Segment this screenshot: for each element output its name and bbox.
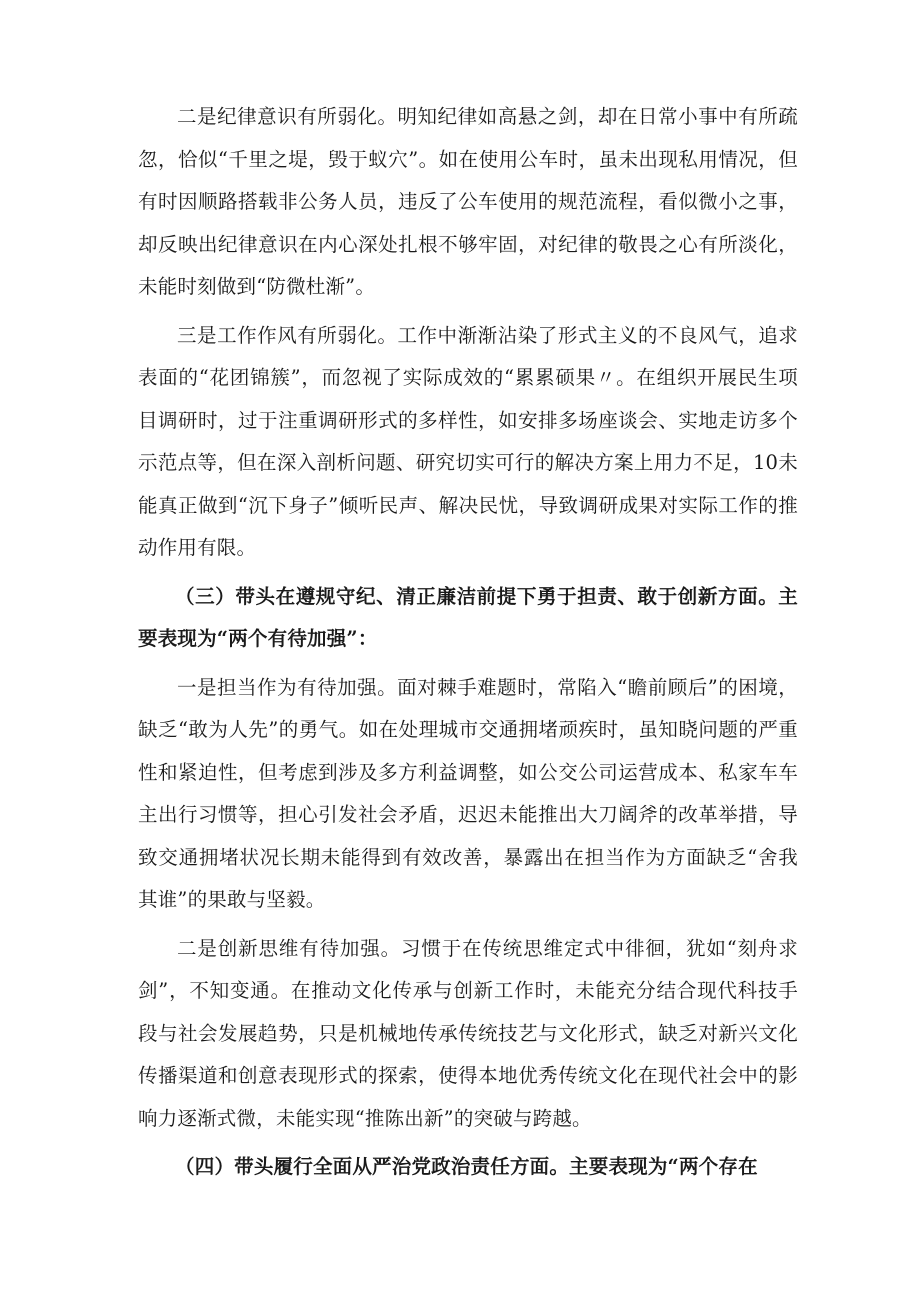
paragraph-work-style: 三是工作作风有所弱化。工作中渐渐沾染了形式主义的不良风气，追求表面的“花团锦簇”，而忽视了实际成效的“累累硕果〃。在组织开展民生项目调研时，过于注重调研形式的多样性，如安排多场座谈会、实地走访多个示范点等，但在深入剖析问题、研究切实可行的解决方案上用力不足，10未能真正做到“沉下身子”倾听民声、解决民忧，导致调研成果对实际工作的推动作用有限。 — [138, 323, 798, 559]
paragraph-responsibility: 一是担当作为有待加强。面对棘手难题时，常陷入“瞻前顾后”的困境，缺乏“敢为人先”的勇气。如在处理城市交通拥堵顽疾时，虽知晓问题的严重性和紧迫性，但考虑到涉及多方利益调整，如公交公司运营成本、私家车车主出行习惯等，担心引发社会矛盾，迟迟未能推出大刀阔斧的改革举措，导致交通拥堵状况长期未能得到有效改善，暴露出在担当作为方面缺乏“舍我其谁”的果敢与坚毅。 — [138, 675, 798, 911]
document-page — [138, 96, 798, 1195]
section-heading-4: （四）带头履行全面从严治党政治责任方面。主要表现为“两个存在 — [175, 1155, 758, 1178]
paragraph-innovation: 二是创新思维有待加强。习惯于在传统思维定式中徘徊，犹如“刻舟求剑”，不知变通。在推动文化传承与创新工作时，未能充分结合现代科技手段与社会发展趋势，只是机械地传承传统技艺与文化形式，缺乏对新兴文化传播渠道和创意表现形式的探索，使得本地优秀传统文化在现代社会中的影响力逐渐式微，未能实现“推陈出新”的突破与跨越。 — [138, 936, 798, 1130]
paragraph-discipline-awareness: 二是纪律意识有所弱化。明知纪律如高悬之剑，却在日常小事中有所疏忽，恰似“千里之堤，毁于蚁穴”。如在使用公车时，虽未出现私用情况，但有时因顺路搭载非公务人员，违反了公车使用的规范流程，看似微小之事，却反映出纪律意识在内心深处扎根不够牢固，对纪律的敬畏之心有所淡化，未能时刻做到“防微杜渐”。 — [138, 105, 798, 298]
section-heading-3: （三）带头在遵规守纪、清正廉洁前提下勇于担责、敢于创新方面。主要表现为“两个有待加强”： — [138, 584, 798, 650]
